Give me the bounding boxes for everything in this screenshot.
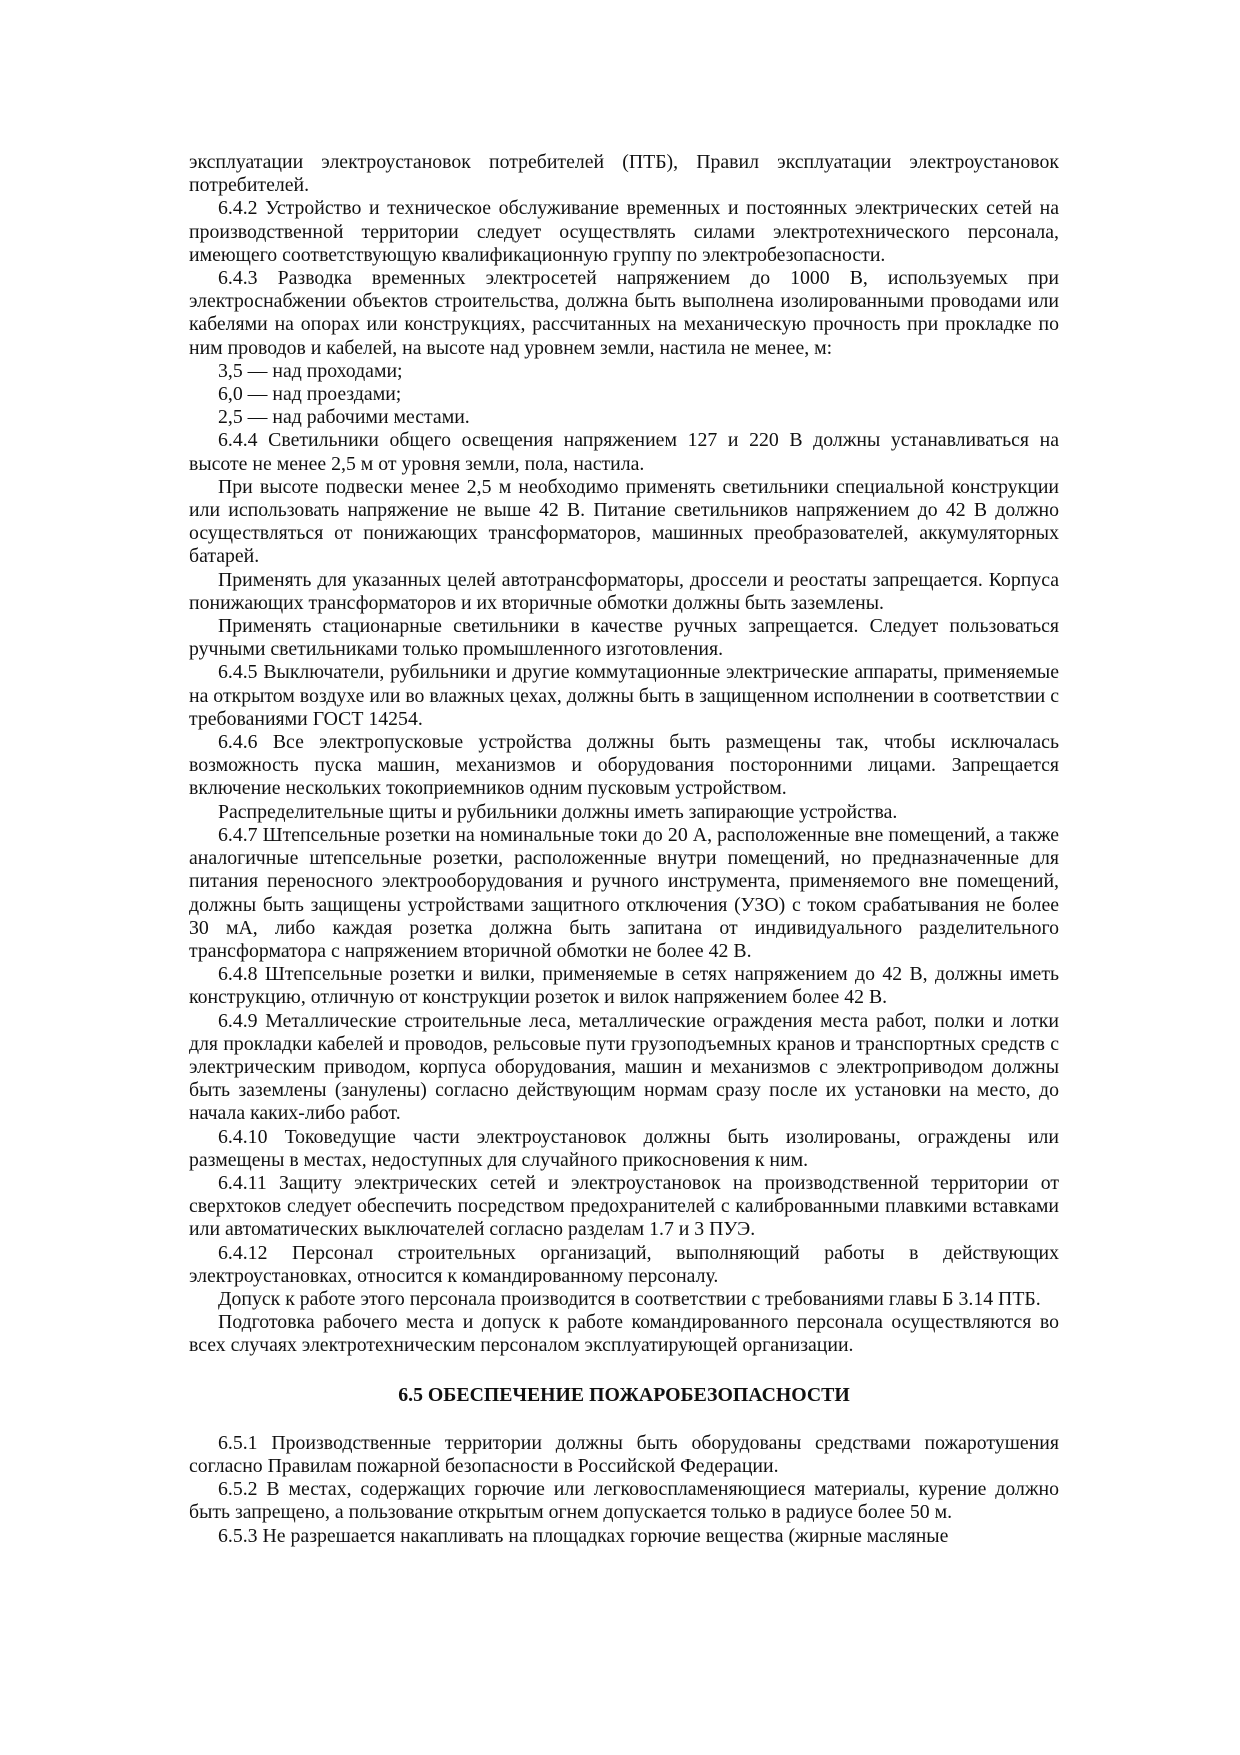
paragraph: Применять для указанных целей автотрансформаторы, дроссели и реостаты запрещается. Корпуса понижающих трансформаторов и их вторичные обмотки должны быть заземлены. [189, 568, 1059, 614]
paragraph: При высоте подвески менее 2,5 м необходимо применять светильники специальной конструкции или использовать напряжение не выше 42 В. Питание светильников напряжением до 42 В должно осуществляться от понижающих трансформаторов, машинных преобразователей, аккумуляторных батарей. [189, 475, 1059, 568]
paragraph: Применять стационарные светильники в качестве ручных запрещается. Следует пользоваться ручными светильниками только промышленного изготовления. [189, 615, 1059, 661]
section-heading: 6.5 ОБЕСПЕЧЕНИЕ ПОЖАРОБЕЗОПАСНОСТИ [398, 1383, 850, 1406]
paragraph: 6,0 — над проездами; [218, 383, 402, 406]
paragraph: 6.5.3 Не разрешается накапливать на площадках горючие вещества (жирные масляные [218, 1524, 949, 1547]
paragraph: 6.5.1 Производственные территории должны быть оборудованы средствами пожаротушения согласно Правилам пожарной безопасности в Российской Федерации. [189, 1431, 1059, 1477]
paragraph: 6.4.3 Разводка временных электросетей напряжением до 1000 В, используемых при электроснабжении объектов строительства, должна быть выполнена изолированными проводами или кабелями на опорах или конструкциях, рассчитанных на механическую прочность при прокладке по ним проводов и кабелей, на высоте над уровнем земли, настила не менее, м: [189, 267, 1059, 359]
paragraph: 6.4.9 Металлические строительные леса, металлические ограждения места работ, полки и лотки для прокладки кабелей и проводов, рельсовые пути грузоподъемных кранов и транспортных средств с электрическим приводом, корпуса оборудования, машин и механизмов с электроприводом должны быть заземлены (занулены) согласно действующим нормам сразу после их установки на место, до начала каких-либо работ. [189, 1009, 1059, 1125]
paragraphs-after [189, 1432, 1059, 1548]
paragraph: Допуск к работе этого персонала производится в соответствии с требованиями главы Б 3.14 ПТБ. [218, 1287, 1041, 1310]
paragraph: 6.4.5 Выключатели, рубильники и другие коммутационные электрические аппараты, применяемые на открытом воздухе или во влажных цехах, должны быть в защищенном исполнении в соответствии с требованиями ГОСТ 14254. [189, 661, 1059, 730]
paragraph: 6.4.7 Штепсельные розетки на номинальные токи до 20 А, расположенные вне помещений, а также аналогичные штепсельные розетки, расположенные внутри помещений, но предназначенные для питания переносного электрооборудования и ручного инструмента, применяемого вне помещений, должны быть защищены устройствами защитного отключения (УЗО) с током срабатывания не более 30 мА, либо каждая розетка должна быть запитана от индивидуального разделительного трансформатора с напряжением вторичной обмотки не более 42 В. [189, 823, 1059, 962]
paragraph: 6.5.2 В местах, содержащих горючие или легковоспламеняющиеся материалы, курение должно быть запрещено, а пользование открытым огнем допускается только в радиусе более 50 м. [189, 1478, 1059, 1524]
paragraph: 6.4.2 Устройство и техническое обслуживание временных и постоянных электрических сетей на производственной территории следует осуществлять силами электротехнического персонала, имеющего соответствующую квалификационную группу по электробезопасности. [189, 197, 1059, 266]
paragraphs-before [189, 151, 1059, 1358]
paragraph: 6.4.4 Светильники общего освещения напряжением 127 и 220 В должны устанавливаться на высоте не менее 2,5 м от уровня земли, пола, настила. [189, 429, 1059, 475]
paragraph: Подготовка рабочего места и допуск к работе командированного персонала осуществляются во всех случаях электротехническим персоналом эксплуатирующей организации. [189, 1311, 1059, 1357]
paragraph: Распределительные щиты и рубильники должны иметь запирающие устройства. [218, 800, 898, 823]
paragraph: 2,5 — над рабочими местами. [218, 406, 470, 429]
paragraph: 6.4.11 Защиту электрических сетей и электроустановок на производственной территории от сверхтоков следует обеспечить посредством предохранителей с калиброванными плавкими вставками или автоматических выключателей согласно разделам 1.7 и 3 ПУЭ. [189, 1171, 1059, 1241]
paragraph: 6.4.10 Токоведущие части электроустановок должны быть изолированы, ограждены или размещены в местах, недоступных для случайного прикосновения к ним. [189, 1125, 1059, 1171]
paragraph: 6.4.8 Штепсельные розетки и вилки, применяемые в сетях напряжением до 42 В, должны иметь конструкцию, отличную от конструкции розеток и вилок напряжением более 42 В. [189, 963, 1059, 1009]
paragraph: 3,5 — над проходами; [218, 359, 403, 382]
document-page [189, 151, 1059, 1548]
paragraph: эксплуатации электроустановок потребителей (ПТБ), Правил эксплуатации электроустановок потребителей. [189, 151, 1059, 197]
paragraph: 6.4.6 Все электропусковые устройства должны быть размещены так, чтобы исключалась возможность пуска машин, механизмов и оборудования посторонними лицами. Запрещается включение нескольких токоприемников одним пусковым устройством. [189, 731, 1059, 800]
paragraph: 6.4.12 Персонал строительных организаций, выполняющий работы в действующих электроустановках, относится к командированному персоналу. [189, 1241, 1059, 1287]
